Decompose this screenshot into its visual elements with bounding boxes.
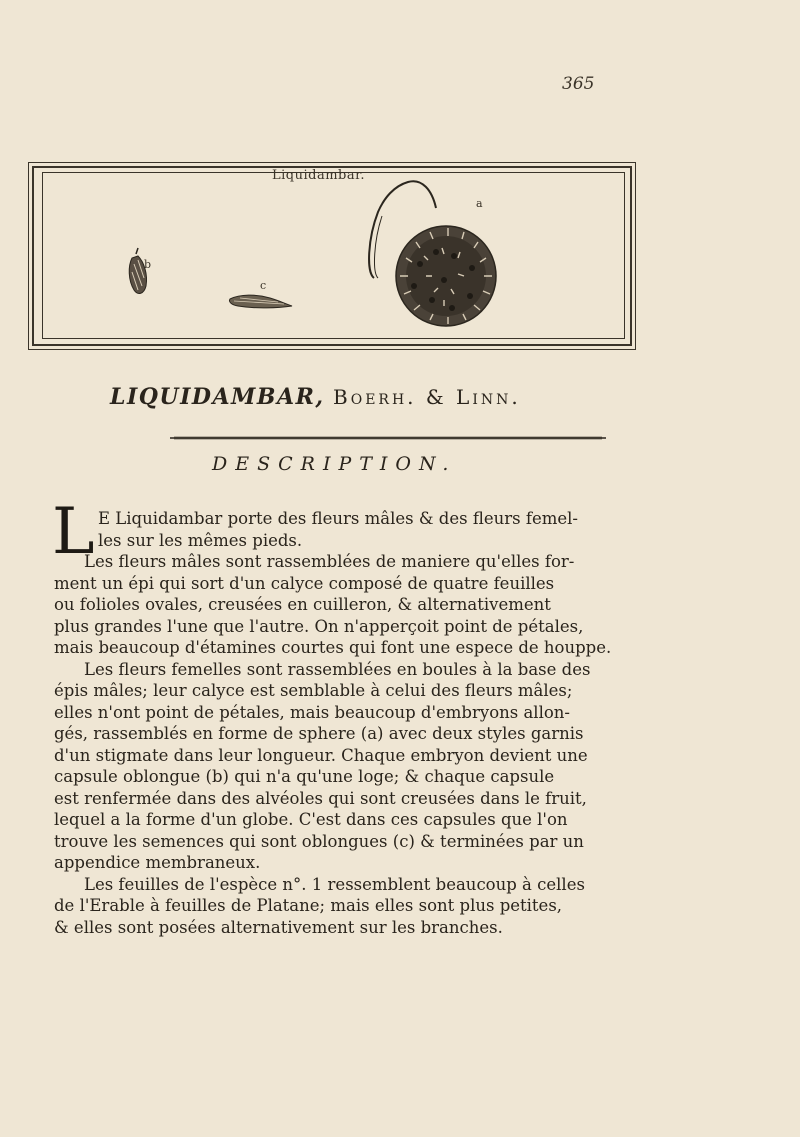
- text-line: Les fleurs mâles sont rassemblées de maniere qu'elles for-: [84, 552, 575, 571]
- decorative-rule: [168, 435, 608, 441]
- page-number: 365: [562, 74, 595, 94]
- text-line: de l'Erable à feuilles de Platane; mais elles sont plus petites,: [54, 896, 563, 915]
- text-line: ou folioles ovales, creusées en cuilleron, & alternativement: [54, 595, 551, 614]
- figure-letter-b: b: [144, 258, 152, 271]
- text-line: gés, rassemblés en forme de sphere (a) avec deux styles garnis: [54, 724, 584, 743]
- text-line: plus grandes l'une que l'autre. On n'apperçoit point de pétales,: [54, 616, 584, 636]
- plate-illustration: [34, 168, 634, 348]
- text-line: ment un épi qui sort d'un calyce composé de quatre feuilles: [54, 573, 555, 593]
- botanical-plate: [32, 166, 632, 346]
- seed-figure-c: [229, 295, 292, 308]
- section-heading: DESCRIPTION.: [212, 453, 457, 475]
- text-line: d'un stigmate dans leur longueur. Chaque embryon devient une: [54, 745, 588, 765]
- opening-lines: [98, 508, 578, 551]
- text-line: appendice membraneux.: [54, 853, 261, 872]
- figure-letter-c: c: [260, 279, 267, 292]
- text-line: est renfermée dans des alvéoles qui sont creusées dans le fruit,: [54, 788, 587, 808]
- figure-letter-a: a: [476, 197, 483, 210]
- text-line: trouve les semences qui sont oblongues (c) & terminées par un: [54, 831, 584, 851]
- text-line: mais beaucoup d'étamines courtes qui font une espece de houppe.: [54, 638, 612, 657]
- text-line: E Liquidambar porte des fleurs mâles & des fleurs femel-: [98, 509, 578, 528]
- page-title: [110, 384, 750, 410]
- text-line: épis mâles; leur calyce est semblable à celui des fleurs mâles;: [54, 681, 573, 700]
- text-line: elles n'ont point de pétales, mais beaucoup d'embryons allon-: [54, 702, 570, 722]
- body-text: [54, 551, 611, 938]
- text-line: & elles sont posées alternativement sur les branches.: [54, 917, 503, 937]
- text-line: Les fleurs femelles sont rassemblées en boules à la base des: [84, 659, 591, 679]
- plate-label: Liquidambar.: [272, 168, 366, 183]
- text-line: les sur les mêmes pieds.: [98, 530, 303, 550]
- text-line: lequel a la forme d'un globe. C'est dans ces capsules que l'on: [54, 810, 568, 829]
- text-line: Les feuilles de l'espèce n°. 1 ressemblent beaucoup à celles: [84, 874, 585, 894]
- drop-cap: L: [52, 495, 95, 569]
- genus-name: LIQUIDAMBAR,: [110, 384, 325, 410]
- text-line: capsule oblongue (b) qui n'a qu'une loge; & chaque capsule: [54, 767, 555, 786]
- title-authors: Boerh. & Linn.: [333, 385, 521, 409]
